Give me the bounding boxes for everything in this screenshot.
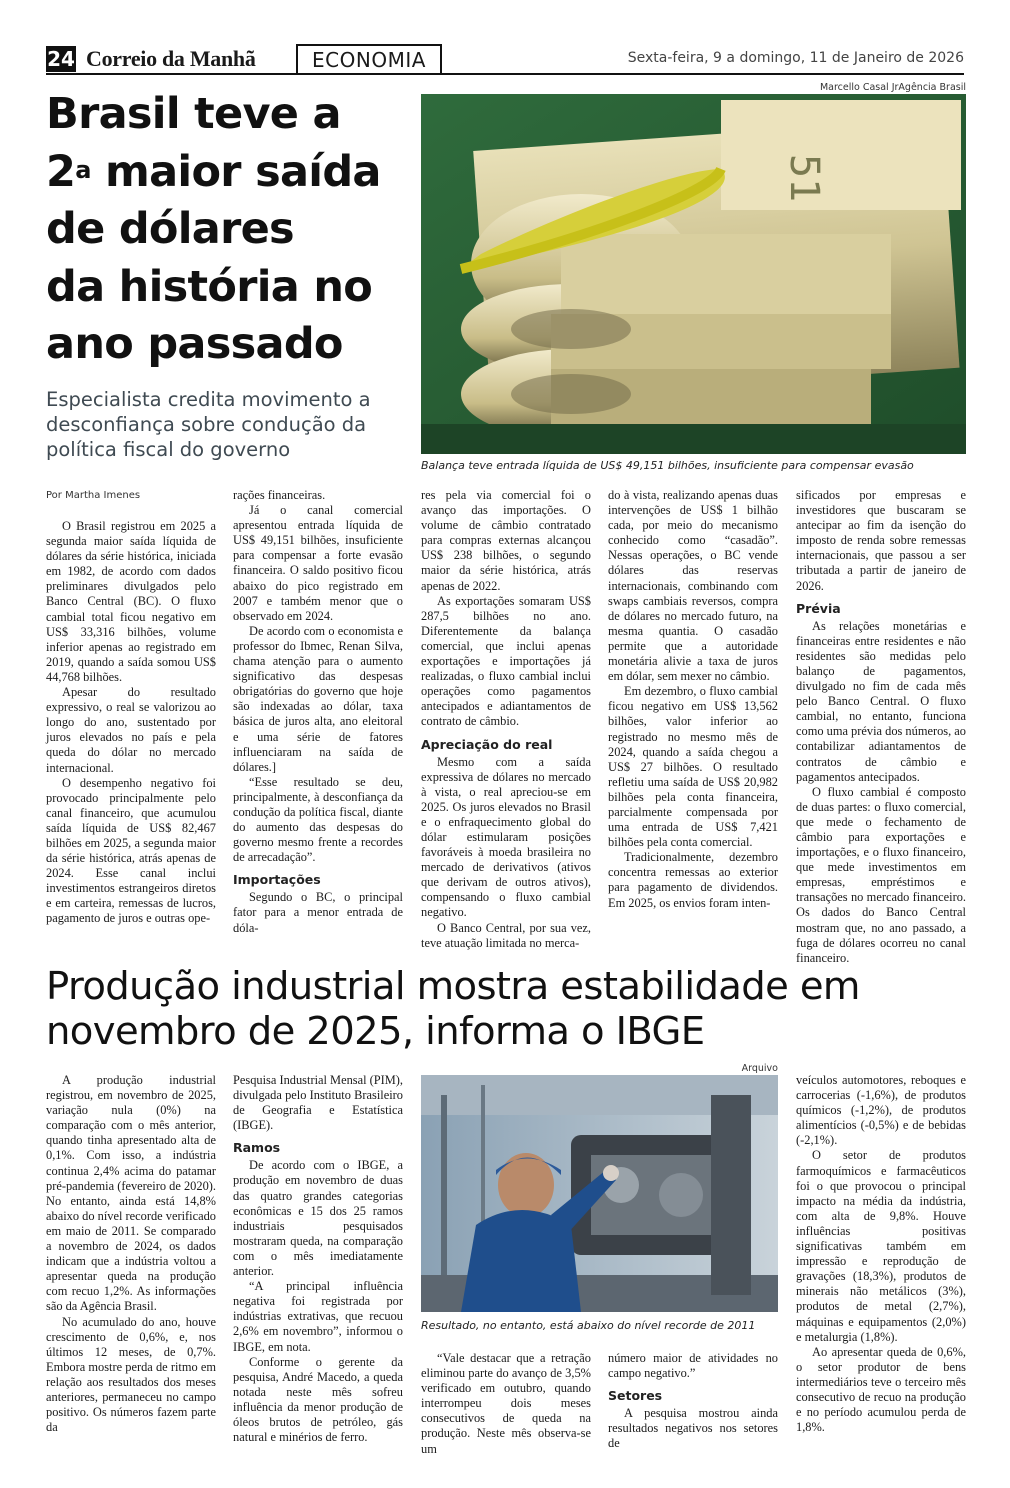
photo2-caption: Resultado, no entanto, está abaixo do nível recorde de 2011 xyxy=(421,1319,756,1332)
subhead-ramos: Ramos xyxy=(233,1140,281,1156)
story2-headline: Produção industrial mostra estabilidade em novembro de 2025, informa o IBGE xyxy=(46,964,860,1054)
subhead-setores: Setores xyxy=(608,1388,663,1404)
byline: Por Martha Imenes xyxy=(46,490,141,501)
story1-column-3: res pela via comercial foi o avanço das importações. O volume de câmbio contratado para compras externas alcançou US$ 238 bilhões, o segundo maior da série histórica, atrás apenas de 2022. As exportações somaram US$ 287,5 bilhões no ano. Diferentemente da balança comercial, que inclui apenas exportações e importações já realizadas, o fluxo cambial inclui operações como pagamentos antecipados e adiantamentos de contrato de câmbio. Apreciação do real Mesmo com a saída expressiva de dólares no mercado à vista, o real apreciou-se em 2025. Os juros elevados no Brasil e o enfraquecimento global do dólar estimularam posições favoráveis à moeda brasileira no mercado de derivativos (ativos que derivam de outros ativos), compensando o fluxo cambial negativo. O Banco Central, por sua vez, teve atuação limitada no merca- xyxy=(421,488,591,950)
story2-column-5: veículos automotores, reboques e carrocerias (-1,6%), de produtos químicos (-1,2%), de produtos alimentícios (-0,5%) e de bebidas (-2,1%). O setor de produtos farmoquímicos e farmacêuticos foi o que provocou o principal impacto na média da indústria, com alta de 9,8%. Houve influências positivas significativas também em impressão e reprodução de gravações (18,3%), produtos de minerais não metálicos (3%), produtos de metal (2,7%), máquinas e equipamentos (2,0%) e metalurgia (1,8%). Ao apresentar queda de 0,6%, o setor produtor de bens intermediários teve o terceiro mês consecutivo de recuo na produção e no período acumulou perda de 1,8%. xyxy=(796,1073,966,1435)
section-label: ECONOMIA xyxy=(296,44,442,74)
story1-column-1: O Brasil registrou em 2025 a segunda maior saída líquida de dólares da série histórica, iniciada em 1982, de acordo com dados preliminares divulgados pelo Banco Central (BC). O fluxo cambial total ficou negativo em US$ 33,316 bilhões, volume inferior apenas ao registrado em 2019, quando a saída somou US$ 44,768 bilhões. Apesar do resultado expressivo, o real se valorizou ao longo do ano, sustentado por juros elevados no país e pela queda do dólar no mercado internacional. O desempenho negativo foi provocado principalmente pelo canal financeiro, que acumulou saída líquida de US$ 82,467 bilhões em 2025, a segunda maior da série histórica, atrás apenas de 2024. Esse canal inclui investimentos estrangeiros diretos e em carteira, remessas de lucros, pagamento de juros e outras ope- xyxy=(46,519,216,926)
subhead-previa: Prévia xyxy=(796,600,841,616)
story1-column-5: sificados por empresas e investidores que buscaram se antecipar ao fim da isenção do imposto de renda sobre remessas internacionais, que passou a ser tributada a partir de janeiro de 2026. Prévia As relações monetárias e financeiras entre residentes e não residentes são medidas pelo balanço de pagamentos, divulgado no fim de cada mês pelo Banco Central. O fluxo cambial, no entanto, funciona como uma prévia dos números, ao contabilizar adiantamentos de contratos de câmbio e pagamentos antecipados. O fluxo cambial é composto de duas partes: o fluxo comercial, que mede o fechamento de câmbio para exportações e importações, e o fluxo financeiro, que mede investimentos em empresas, empréstimos e transações no mercado financeiro. Os dados do Banco Central mostram que, no ano passado, a fuga de dólares ocorreu no canal financeiro. xyxy=(796,488,966,965)
story2-column-4: número maior de atividades no campo negativo.” Setores A pesquisa mostrou ainda resultados negativos nos setores de xyxy=(608,1351,778,1451)
subhead-importacoes: Importações xyxy=(233,872,321,888)
issue-date: Sexta-feira, 9 a domingo, 11 de Janeiro de 2026 xyxy=(627,50,964,66)
factory-worker-photo xyxy=(421,1075,778,1312)
story1-column-4: do à vista, realizando apenas duas intervenções de US$ 1 bilhão cada, por meio do mecanismo conhecido como “casadão”. Nessas operações, o BC vende dólares das reservas internacionais, combinando com swaps cambiais reversos, compra de dólares no mercado futuro, na mesma quantia. O casadão permite que a autoridade monetária alivie a taxa de juros em dólar, sem mexer no câmbio. Em dezembro, o fluxo cambial ficou negativo em US$ 13,562 bilhões, valor inferior ao registrado no mesmo mês de 2024, quando a saída chegou a US$ 27 bilhões. O resultado refletiu uma saída de US$ 20,982 bilhões pela conta financeira, parcialmente compensada por uma entrada de US$ 7,421 bilhões pela conta comercial. Tradicionalmente, dezembro concentra remessas ao exterior para pagamento de dividendos. Em 2025, os envios foram inten- xyxy=(608,488,778,910)
photo1-caption: Balança teve entrada líquida de US$ 49,151 bilhões, insuficiente para compensar evasão xyxy=(421,459,914,472)
photo1-credit: Marcello Casal JrAgência Brasil xyxy=(819,82,966,93)
story1-deck: Especialista credita movimento a desconfiança sobre condução da política fiscal do governo xyxy=(46,388,371,461)
story2-column-3: “Vale destacar que a retração eliminou parte do avanço de 3,5% verificado em outubro, quando interrompeu dois meses consecutivos de queda na produção. Neste mês observa-se um xyxy=(421,1351,591,1456)
story2-column-2: Pesquisa Industrial Mensal (PIM), divulgada pelo Instituto Brasileiro de Geografia e Estatística (IBGE). Ramos De acordo com o IBGE, a produção em novembro de duas das quatro grandes categorias econômicas e 15 dos 25 ramos industriais pesquisados mostraram queda, na comparação com o mês imediatamente anterior. “A principal influência negativa foi registrada por indústrias extrativas, que recuou 2,6% em novembro”, informou o IBGE, em nota. Conforme o gerente da pesquisa, André Macedo, a queda notada neste mês sofreu influência da menor produção de óleos brutos de petróleo, gás natural e minérios de ferro. xyxy=(233,1073,404,1445)
page-number: 24 xyxy=(47,47,75,71)
photo2-credit: Arquivo xyxy=(741,1063,778,1074)
story1-headline: Brasil teve a 2$^a$ maior saída de dólares da história no ano passado xyxy=(46,89,381,369)
story2-column-1: A produção industrial registrou, em novembro de 2025, variação nula (0%) na comparação com o mês anterior, quando tinha apresentado alta de 0,1%. Com isso, a indústria continua 2,4% acima do patamar pré-pandemia (fevereiro de 2020). No entanto, ainda está 14,8% abaixo do nível recorde verificado em maio de 2011. Se comparado a novembro de 2024, os dados indicam que a indústria voltou a apresentar queda na produção com recuo 1,2%. As informações são da Agência Brasil. No acumulado do ano, houve crescimento de 0,6%, e, nos últimos 12 meses, de 0,7%. Embora mostre perda de ritmo em relação aos resultados dos meses anteriores, permaneceu no campo positivo. Os números fazem parte da xyxy=(46,1073,216,1435)
svg-text:51: 51 xyxy=(781,154,827,203)
header-rule xyxy=(46,73,964,75)
dollar-bills-photo xyxy=(421,94,966,454)
subhead-apreciacao: Apreciação do real xyxy=(421,736,553,752)
story1-column-2: rações financeiras. Já o canal comercial apresentou entrada líquida de US$ 49,151 bilhões, insuficiente para compensar a forte evasão financeira. O saldo positivo ficou abaixo do pico registrado em 2007 e também menor que o observado em 2024. De acordo com o economista e professor do Ibmec, Renan Silva, chama atenção para o aumento significativo das despesas obrigatórias do governo que hoje são indexadas ao dólar, taxa básica de juros alta, ano eleitoral e uma série de fatores influenciaram na saída de dólares.] “Esse resultado se deu, principalmente, à desconfiança da condução da política fiscal, diante do aumento das despesas do governo mesmo frente a recordes de arrecadação”. Importações Segundo o BC, o principal fator para a menor entrada de dóla- xyxy=(233,488,403,935)
newspaper-logo: Correio da Manhã xyxy=(86,46,256,71)
